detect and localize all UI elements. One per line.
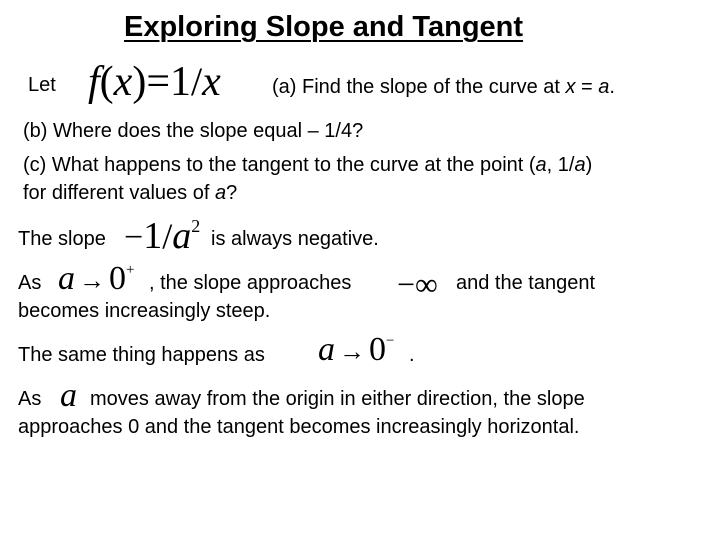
part-a-var-a: a — [598, 76, 610, 98]
part-c-var-a2: a — [574, 154, 586, 176]
part-c-line2-text: for different values of — [23, 182, 215, 204]
slope-exponent: 2 — [191, 216, 201, 236]
paren-close: ) — [132, 59, 147, 105]
part-a-end: . — [609, 76, 615, 98]
part-c-var-a3: a — [214, 182, 227, 204]
slope-expression — [124, 214, 200, 258]
limit2-minus-sign: − — [386, 333, 395, 349]
let-label: Let — [28, 74, 56, 96]
slope-negative-text: is always negative. — [211, 228, 379, 250]
limit2-var-a: a — [318, 331, 335, 368]
function-x: x — [113, 59, 133, 105]
part-c-line2 — [23, 182, 237, 205]
part-b: (b) Where does the slope equal – 1/4? — [23, 120, 364, 142]
slope-slash: / — [162, 216, 173, 256]
right-arrow-icon: → — [79, 266, 105, 295]
paren-open: ( — [99, 59, 114, 105]
function-f: f — [88, 59, 100, 105]
slope-label: The slope — [18, 228, 106, 250]
function-definition — [88, 58, 221, 106]
numerator-one: 1 — [170, 59, 192, 105]
minus-sign: − — [124, 219, 144, 256]
equals-sign: = — [146, 59, 171, 105]
limit-plus-sign: + — [126, 262, 135, 278]
fraction-slash: / — [191, 59, 203, 104]
part-c-line2-end: ? — [226, 182, 238, 204]
as-label-2: As — [18, 388, 42, 410]
away-var-a: a — [60, 377, 77, 414]
page-title: Exploring Slope and Tangent — [124, 11, 524, 43]
part-a — [272, 76, 615, 99]
part-c-var-a: a — [535, 154, 547, 176]
period-text: . — [409, 344, 415, 366]
part-c-text: (c) What happens to the tangent to the curve at the point ( — [23, 154, 536, 176]
negative-infinity: −∞ — [397, 266, 438, 302]
away-line1: moves away from the origin in either direction, the slope — [90, 388, 585, 410]
part-c-line1 — [23, 154, 592, 177]
slope-one: 1 — [143, 215, 163, 257]
as-label-1: As — [18, 272, 42, 294]
limit-a-to-zero-plus — [58, 260, 134, 298]
tangent-text: and the tangent — [456, 272, 596, 294]
part-a-eq: = — [575, 76, 599, 98]
slope-var-a: a — [172, 215, 192, 257]
denominator-x: x — [202, 59, 221, 105]
part-c-mid: , 1/ — [546, 154, 575, 176]
steep-text: becomes increasingly steep. — [18, 300, 271, 322]
part-a-var-x: x — [565, 76, 576, 98]
limit-a-to-zero-minus — [318, 331, 394, 369]
part-c-close: ) — [585, 154, 593, 176]
part-a-text: (a) Find the slope of the curve at — [272, 76, 566, 98]
approach-mid-text: , the slope approaches — [149, 272, 352, 294]
right-arrow-icon-2: → — [339, 337, 365, 366]
limit2-zero: 0 — [369, 331, 386, 368]
same-thing-text: The same thing happens as — [18, 344, 265, 366]
limit-var-a: a — [58, 260, 75, 297]
limit-zero: 0 — [109, 260, 126, 297]
away-line2: approaches 0 and the tangent becomes increasingly horizontal. — [18, 416, 580, 438]
